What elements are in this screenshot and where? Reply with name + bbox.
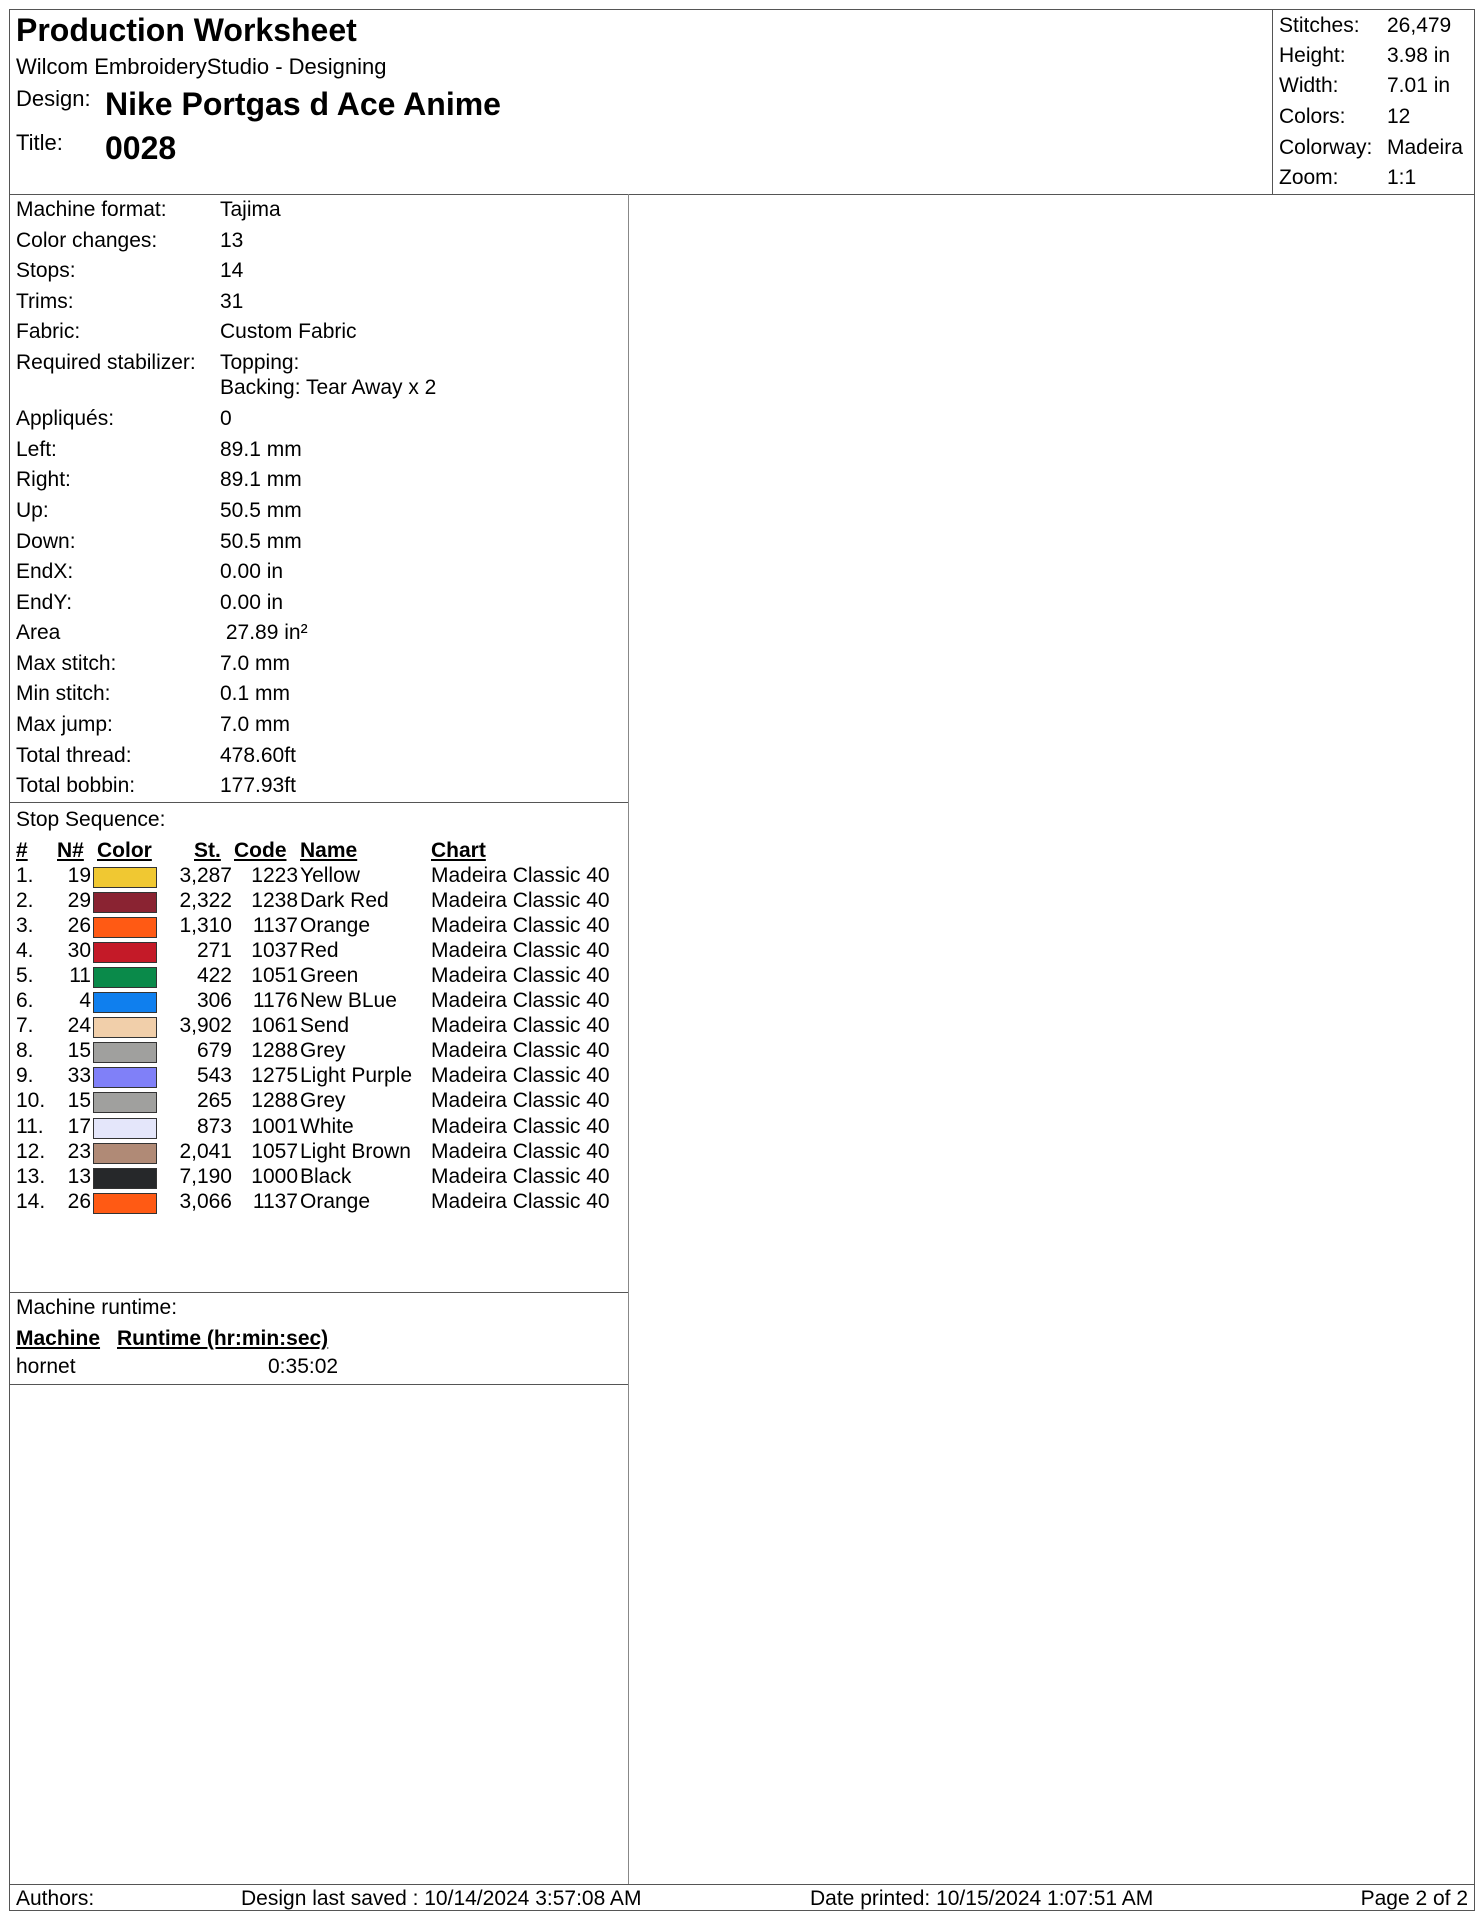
thread-chart: Madeira Classic 40: [431, 914, 610, 938]
detail-label: EndX:: [16, 560, 74, 583]
color-swatch: [93, 917, 157, 938]
thread-name: Orange: [300, 914, 371, 938]
stitch-count: 873: [196, 1114, 232, 1138]
detail-label: Up:: [16, 499, 49, 522]
thread-code: 1057: [251, 1139, 298, 1163]
stop-number: 3.: [16, 914, 34, 938]
stat-value: 12: [1387, 105, 1411, 128]
stitch-count: 3,066: [179, 1189, 232, 1213]
detail-label: Color changes:: [16, 229, 158, 252]
stitch-count: 3,287: [179, 864, 232, 887]
thread-chart: Madeira Classic 40: [431, 1014, 610, 1038]
stat-value: 26,479: [1387, 14, 1452, 37]
detail-value: Backing: Tear Away x 2: [220, 376, 437, 399]
color-swatch: [93, 892, 157, 913]
title-value: 0028: [105, 130, 177, 166]
stitch-count: 543: [196, 1064, 232, 1088]
thread-chart: Madeira Classic 40: [431, 989, 610, 1013]
detail-label: Max jump:: [16, 713, 113, 736]
thread-code: 1137: [252, 914, 298, 938]
info-column: [10, 194, 629, 1884]
detail-label: Machine format:: [16, 198, 167, 221]
thread-code: 1037: [251, 939, 298, 963]
thread-chart: Madeira Classic 40: [431, 1089, 610, 1113]
stop-number: 10.: [16, 1089, 46, 1113]
detail-label: Stops:: [16, 259, 76, 282]
stat-value: 1:1: [1387, 166, 1417, 189]
stitch-count: 3,902: [179, 1014, 232, 1038]
detail-label: Down:: [16, 530, 76, 553]
needle-number: 15: [67, 1039, 91, 1063]
detail-value: 0.1 mm: [220, 682, 291, 705]
thread-chart: Madeira Classic 40: [431, 1189, 610, 1213]
detail-label: Total bobbin:: [16, 774, 136, 797]
stat-value: 7.01 in: [1387, 74, 1451, 97]
page-title: Production Worksheet: [16, 12, 357, 48]
thread-code: 1000: [251, 1164, 298, 1188]
stop-sequence-title: Stop Sequence:: [16, 808, 166, 831]
needle-number: 29: [67, 889, 91, 913]
detail-label: Right:: [16, 468, 71, 491]
color-swatch: [93, 1067, 157, 1088]
runtime-time: 0:35:02: [268, 1355, 339, 1378]
detail-value: Tajima: [220, 198, 281, 221]
detail-value: 7.0 mm: [220, 652, 291, 675]
thread-chart: Madeira Classic 40: [431, 1139, 610, 1163]
stat-value: 3.98 in: [1387, 44, 1451, 67]
needle-number: 11: [69, 964, 91, 988]
thread-code: 1051: [251, 964, 298, 988]
needle-number: 15: [67, 1089, 91, 1113]
thread-chart: Madeira Classic 40: [431, 1064, 610, 1088]
detail-label: Max stitch:: [16, 652, 117, 675]
detail-label: Left:: [16, 438, 57, 461]
footer-page-number: Page 2 of 2: [1360, 1887, 1468, 1910]
thread-name: Green: [300, 964, 359, 988]
stitch-count: 7,190: [179, 1164, 232, 1188]
thread-name: Yellow: [300, 864, 360, 887]
stop-row: [10, 1190, 628, 1220]
needle-number: 30: [67, 939, 91, 963]
runtime-header-machine: Machine: [16, 1327, 101, 1350]
stop-number: 5.: [16, 964, 34, 988]
footer-authors: Authors:: [16, 1887, 95, 1910]
thread-chart: Madeira Classic 40: [431, 939, 610, 963]
col-header-name: Name: [300, 839, 358, 862]
stat-label: Colors:: [1279, 105, 1346, 128]
detail-label: Min stitch:: [16, 682, 111, 705]
stop-number: 6.: [16, 989, 34, 1013]
detail-label: Total thread:: [16, 744, 132, 767]
thread-code: 1223: [251, 864, 298, 887]
stat-label: Zoom:: [1279, 166, 1339, 189]
detail-value: 50.5 mm: [220, 530, 302, 553]
color-swatch: [93, 1143, 157, 1164]
stop-number: 1.: [16, 864, 34, 887]
thread-name: Dark Red: [300, 889, 389, 913]
color-swatch: [93, 1092, 157, 1113]
thread-name: Light Brown: [300, 1139, 411, 1163]
stop-number: 7.: [16, 1014, 34, 1038]
detail-value: 50.5 mm: [220, 499, 302, 522]
stitch-count: 265: [196, 1089, 232, 1113]
stat-value: Madeira: [1387, 136, 1463, 159]
stat-label: Height:: [1279, 44, 1346, 67]
stop-number: 11.: [16, 1114, 44, 1138]
stat-label: Width:: [1279, 74, 1339, 97]
needle-number: 26: [67, 1189, 91, 1213]
thread-name: White: [300, 1114, 354, 1138]
title-label: Title:: [16, 130, 63, 155]
thread-chart: Madeira Classic 40: [431, 889, 610, 913]
needle-number: 19: [67, 864, 91, 887]
design-label: Design:: [16, 86, 91, 111]
color-swatch: [93, 1118, 157, 1139]
runtime-machine: hornet: [16, 1355, 76, 1378]
thread-chart: Madeira Classic 40: [431, 1164, 610, 1188]
thread-chart: Madeira Classic 40: [431, 1039, 610, 1063]
needle-number: 17: [67, 1114, 91, 1138]
col-header-code: Code: [234, 839, 287, 862]
detail-label: Area: [16, 621, 61, 644]
thread-code: 1288: [251, 1089, 298, 1113]
stitch-count: 2,041: [179, 1139, 232, 1163]
needle-number: 26: [67, 914, 91, 938]
detail-value: 31: [220, 290, 244, 313]
color-swatch: [93, 967, 157, 988]
thread-chart: Madeira Classic 40: [431, 964, 610, 988]
color-swatch: [93, 992, 157, 1013]
stop-number: 4.: [16, 939, 34, 963]
thread-name: Red: [300, 939, 339, 963]
color-swatch: [93, 942, 157, 963]
thread-name: Orange: [300, 1189, 371, 1213]
needle-number: 24: [67, 1014, 91, 1038]
stitch-count: 306: [196, 989, 232, 1013]
stat-label: Stitches:: [1279, 14, 1360, 37]
footer-last-saved: Design last saved : 10/14/2024 3:57:08 AM: [241, 1887, 642, 1910]
detail-value: Custom Fabric: [220, 320, 357, 343]
thread-chart: Madeira Classic 40: [431, 1114, 610, 1138]
stitch-count: 271: [196, 939, 232, 963]
stitch-count: 1,310: [179, 914, 232, 938]
stop-sequence-table: [10, 802, 628, 1293]
thread-code: 1288: [251, 1039, 298, 1063]
thread-chart: Madeira Classic 40: [431, 864, 610, 887]
stitch-count: 422: [196, 964, 232, 988]
detail-label: Trims:: [16, 290, 74, 313]
stat-label: Colorway:: [1279, 136, 1373, 159]
runtime-header-runtime: Runtime (hr:min:sec): [117, 1327, 329, 1350]
detail-label: Required stabilizer:: [16, 351, 196, 374]
thread-code: 1137: [252, 1189, 298, 1213]
detail-value: 89.1 mm: [220, 438, 302, 461]
machine-details: [10, 194, 628, 803]
worksheet-page: [9, 9, 1475, 1911]
thread-code: 1275: [251, 1064, 298, 1088]
runtime-title: Machine runtime:: [16, 1296, 178, 1319]
stop-number: 9.: [16, 1064, 34, 1088]
stitch-count: 2,322: [179, 889, 232, 913]
detail-value: 478.60ft: [220, 744, 296, 767]
detail-label: EndY:: [16, 591, 73, 614]
page-footer: [10, 1884, 1474, 1911]
detail-value: 0.00 in: [220, 560, 284, 583]
detail-value: Topping:: [220, 351, 300, 374]
summary-stats: [1272, 10, 1475, 194]
detail-value: 177.93ft: [220, 774, 296, 797]
needle-number: 33: [67, 1064, 91, 1088]
detail-value: 13: [220, 229, 244, 252]
design-name: Nike Portgas d Ace Anime: [105, 86, 501, 122]
detail-value: 0: [220, 407, 232, 430]
thread-code: 1238: [251, 889, 298, 913]
stop-number: 14.: [16, 1189, 46, 1213]
stop-number: 13.: [16, 1164, 46, 1188]
thread-code: 1001: [251, 1114, 298, 1138]
color-swatch: [93, 867, 157, 888]
stop-number: 2.: [16, 889, 34, 913]
color-swatch: [93, 1042, 157, 1063]
col-header-stitches: St.: [194, 839, 221, 862]
worksheet-header: [10, 10, 1474, 195]
detail-label: Fabric:: [16, 320, 81, 343]
thread-code: 1061: [251, 1014, 298, 1038]
thread-name: Light Purple: [300, 1064, 413, 1088]
detail-value: 7.0 mm: [220, 713, 291, 736]
footer-date-printed: Date printed: 10/15/2024 1:07:51 AM: [810, 1887, 1154, 1910]
color-swatch: [93, 1017, 157, 1038]
thread-name: Send: [300, 1014, 350, 1038]
stitch-count: 679: [196, 1039, 232, 1063]
col-header-needle: N#: [57, 839, 84, 862]
color-swatch: [93, 1168, 157, 1189]
col-header-chart: Chart: [431, 839, 486, 862]
color-swatch: [93, 1193, 157, 1214]
machine-runtime: [10, 1292, 628, 1385]
col-header-number: #: [16, 839, 28, 862]
detail-label: Appliqués:: [16, 407, 115, 430]
stop-number: 12.: [16, 1139, 46, 1163]
detail-value: 27.89 in²: [220, 621, 308, 644]
thread-name: Grey: [300, 1039, 346, 1063]
detail-value: 89.1 mm: [220, 468, 302, 491]
needle-number: 13: [67, 1164, 91, 1188]
thread-name: New BLue: [300, 989, 397, 1013]
detail-value: 0.00 in: [220, 591, 284, 614]
thread-code: 1176: [252, 989, 298, 1013]
needle-number: 23: [67, 1139, 91, 1163]
detail-value: 14: [220, 259, 244, 282]
col-header-color: Color: [97, 839, 152, 862]
software-name: Wilcom EmbroideryStudio - Designing: [16, 54, 387, 79]
thread-name: Black: [300, 1164, 352, 1188]
thread-name: Grey: [300, 1089, 346, 1113]
stop-number: 8.: [16, 1039, 34, 1063]
needle-number: 4: [79, 989, 91, 1013]
